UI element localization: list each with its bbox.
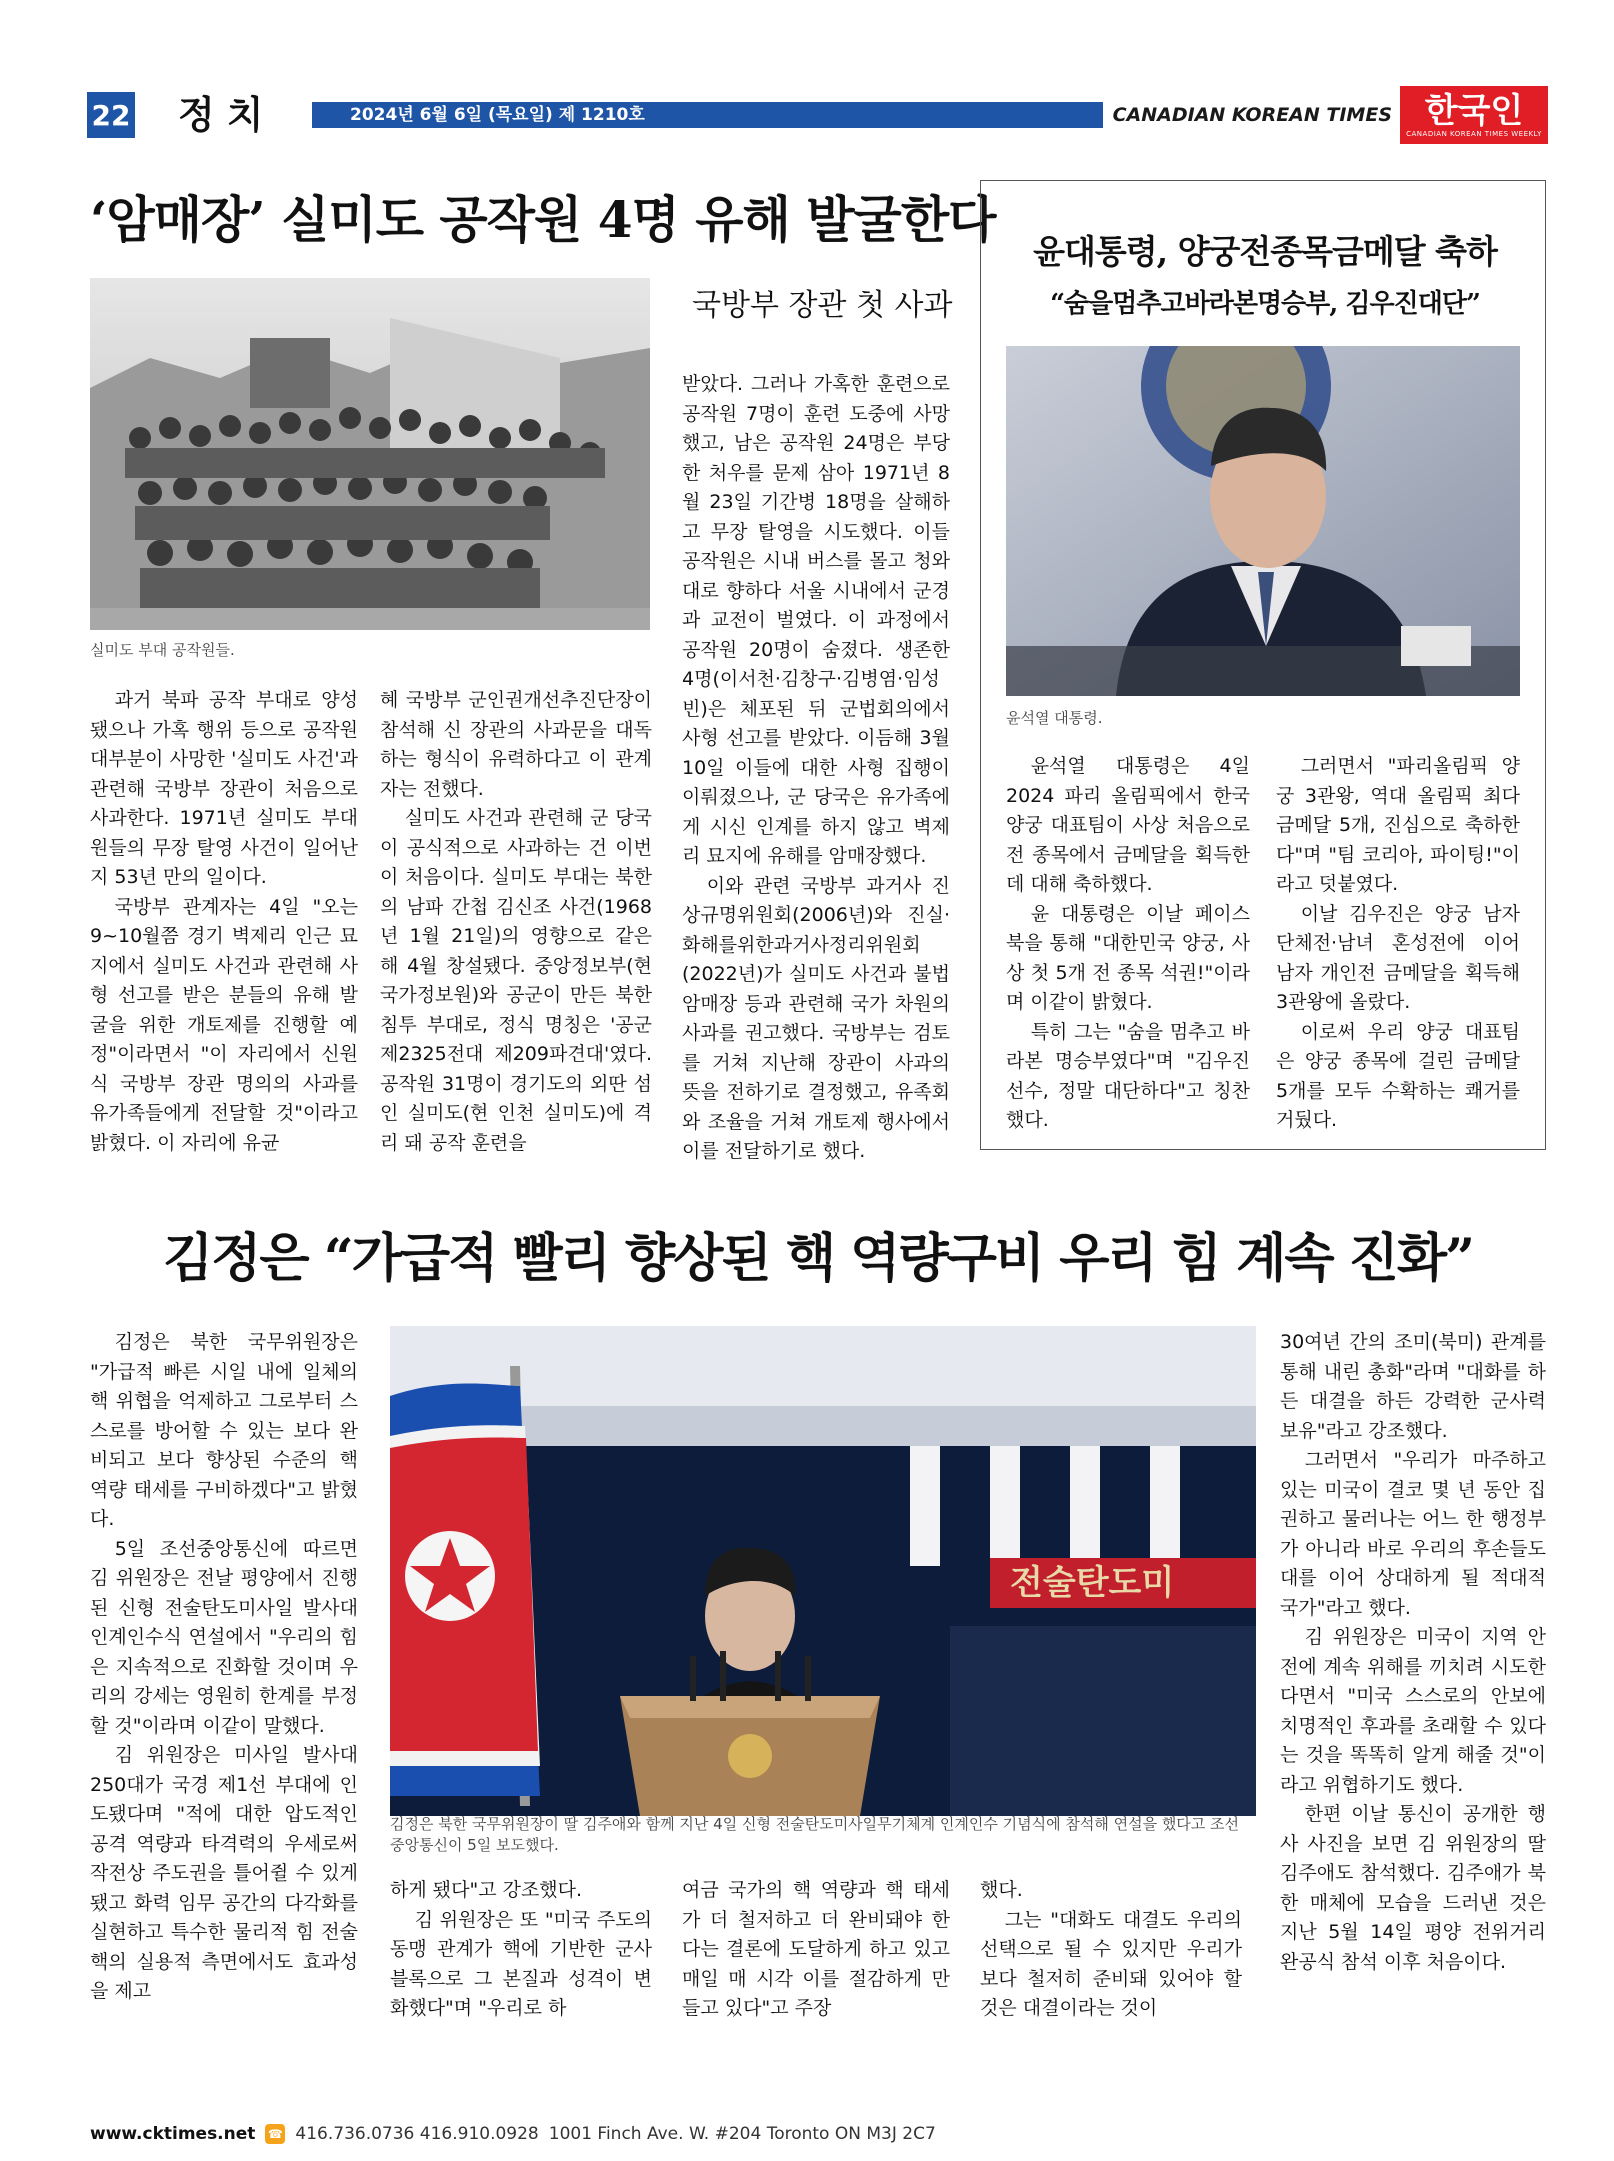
paragraph: 그러면서 "우리가 마주하고 있는 미국이 결코 몇 년 동안 집권하고 물러나는 어느 한 행정부가 아니라 바로 우리의 후손들도 대를 이어 상대하게 될 적대적 국가"라고 했다. xyxy=(1280,1449,1546,1619)
article1-column-1 xyxy=(90,686,358,1158)
president-photo xyxy=(1006,346,1520,696)
article1-photo-caption: 실미도 부대 공작원들. xyxy=(90,641,235,659)
paragraph: 했다. xyxy=(980,1879,1023,1901)
page-number: 22 xyxy=(87,92,135,138)
paragraph: 국방부 관계자는 4일 "오는 9~10월쯤 경기 벽제리 인근 묘지에서 실미도 사건과 관련해 사형 선고를 받은 분들의 유해 발굴을 위한 개토제를 진행할 예정"이라면서 "이 자리에서 신원식 국방부 장관 명의의 사과를 유가족들에게 전달할 것"이라고 밝혔다. 이 자리에 유균 xyxy=(90,895,358,1154)
paragraph: 실미도 사건과 관련해 군 당국이 공식적으로 사과하는 건 이번이 처음이다. 실미도 부대는 북한의 남파 간첩 김신조 사건(1968년 1월 21일)의 영향으로 같은 해 4월 창설됐다. 중앙정보부(현 국가정보원)와 공군이 만든 북한 침투 부대로, 정식 명칭은 '공군 제2325전대 제209파견대'였다. 공작원 31명이 경기도의 외딴 섬인 실미도(현 인천 실미도)에 격리 돼 공작 훈련을 xyxy=(380,807,652,1154)
paragraph: 이로써 우리 양궁 대표팀은 양궁 종목에 걸린 금메달 5개를 모두 수확하는 쾌거를 거뒀다. xyxy=(1276,1020,1520,1131)
article1-headline: ‘암매장’ 실미도 공작원 4명 유해 발굴한다 xyxy=(90,190,996,249)
paragraph: 이와 관련 국방부 과거사 진상규명위원회(2006년)와 진실·화해를위한과거사정리위원회(2022년)가 실미도 사건과 불법 암매장 등과 관련해 국가 차원의 사과를 권고했다. 국방부는 검토를 거쳐 지난해 장관이 사과의 뜻을 전하기로 결정했고, 유족회와 조율을 거쳐 개토제 행사에서 이를 전달하기로 했다. xyxy=(682,874,950,1162)
kim-jong-un-speech-photo xyxy=(390,1326,1256,1816)
paragraph: 그러면서 "파리올림픽 양궁 3관왕, 역대 올림픽 최다 금메달 5개, 진심으로 축하한다"며 "팀 코리아, 파이팅!"이라고 덧붙였다. xyxy=(1276,755,1520,895)
publication-name: CANADIAN KOREAN TIMES xyxy=(1103,102,1402,128)
article3-column-1 xyxy=(90,1328,358,2007)
paragraph: 한편 이날 통신이 공개한 행사 사진을 보면 김 위원장의 딸 김주애도 참석했다. 김주애가 북한 매체에 모습을 드러낸 것은 지난 5월 14일 평양 전위거리 완공식 참석 이후 처음이다. xyxy=(1280,1803,1546,1973)
article1-column-3 xyxy=(682,370,950,1167)
article3-column-3 xyxy=(682,1876,950,2024)
paragraph: 혜 국방부 군인권개선추진단장이 참석해 신 장관의 사과문을 대독하는 형식이 유력하다고 이 관계자는 전했다. xyxy=(380,689,652,800)
paragraph: 5일 조선중앙통신에 따르면 김 위원장은 전날 평양에서 진행된 신형 전술탄도미사일 발사대 인계인수식 연설에서 "우리의 힘은 지속적으로 진화할 것이며 우리의 강세는 영원히 한계를 부정할 것"이라며 이같이 말했다. xyxy=(90,1537,358,1737)
article2-column-2 xyxy=(1276,752,1520,1136)
photo-banner-text: 전술탄도미 xyxy=(1010,1563,1175,1603)
section-title: 정치 xyxy=(178,93,276,137)
silmido-group-photo xyxy=(90,278,650,630)
paragraph: 그는 "대화도 대결도 우리의 선택으로 될 수 있지만 우리가 보다 철저히 준비돼 있어야 할 것은 대결이라는 것이 xyxy=(980,1908,1242,2019)
paragraph: 여금 국가의 핵 역량과 핵 태세가 더 철저하고 더 완비돼야 한다는 결론에 도달하게 하고 있고 매일 매 시각 이를 절감하게 만들고 있다"고 주장 xyxy=(682,1879,950,2019)
phone-numbers: 416.736.0736 416.910.0928 xyxy=(295,2124,539,2144)
article3-column-4 xyxy=(980,1876,1242,2024)
paragraph: 윤 대통령은 이날 페이스북을 통해 "대한민국 양궁, 사상 첫 5개 전 종목 석권!"이라며 이같이 밝혔다. xyxy=(1006,902,1250,1013)
article3-column-2 xyxy=(390,1876,652,2024)
phone-icon: ☎ xyxy=(265,2124,285,2144)
article1-subheadline: 국방부 장관 첫 사과 xyxy=(692,288,953,323)
address: 1001 Finch Ave. W. #204 Toronto ON M3J 2C7 xyxy=(548,2124,936,2144)
article2-photo-caption: 윤석열 대통령. xyxy=(1006,709,1103,727)
paragraph: 특히 그는 "숨을 멈추고 바라본 명승부였다"며 "김우진 선수, 정말 대단하다"고 칭찬했다. xyxy=(1006,1020,1250,1131)
paragraph: 윤석열 대통령은 4일 2024 파리 올림픽에서 한국 양궁 대표팀이 사상 처음으로 전 종목에서 금메달을 획득한 데 대해 축하했다. xyxy=(1006,755,1250,895)
paragraph: 받았다. 그러나 가혹한 훈련으로 공작원 7명이 훈련 도중에 사망했고, 남은 공작원 24명은 부당한 처우를 문제 삼아 1971년 8월 23일 기간병 18명을 살해하고 무장 탈영을 시도했다. 이들 공작원은 시내 버스를 몰고 청와대로 향하다 서울 시내에서 군경과 교전이 벌였다. 이 과정에서 공작원 20명이 숨졌다. 생존한 4명(이서천·김창구·김병염·임성빈)은 체포된 뒤 군법회의에서 사형 선고를 받았다. 이듬해 3월 10일 이들에 대한 사형 집행이 이뤄졌으나, 군 당국은 유가족에게 시신 인계를 하지 않고 벽제리 묘지에 유해를 암매장했다. xyxy=(682,373,950,867)
paragraph: 김 위원장은 미사일 발사대 250대가 국경 제1선 부대에 인도됐다며 "적에 대한 압도적인 공격 역량과 타격력의 우세로써 작전상 주도권을 틀어쥘 수 있게 됐고 화력 임무 공간의 다각화를 실현하고 특수한 물리적 힘 전술핵의 실용적 측면에서도 효과성을 제고 xyxy=(90,1744,358,2002)
article2-subheadline: “숨을멈추고바라본명승부, 김우진대단” xyxy=(1050,289,1480,319)
paragraph: 김 위원장은 미국이 지역 안전에 계속 위해를 끼치려 시도한다면서 "미국 스스로의 안보에 치명적인 후과를 초래할 수 있다는 것을 똑똑히 알게 해줄 것"이라고 위협하기도 했다. xyxy=(1280,1626,1546,1796)
article3-column-5 xyxy=(1280,1328,1546,1977)
paragraph: 30여년 간의 조미(북미) 관계를 통해 내린 총화"라며 "대화를 하든 대결을 하든 강력한 군사력 보유"라고 강조했다. xyxy=(1280,1331,1546,1442)
paragraph: 김 위원장은 또 "미국 주도의 동맹 관계가 핵에 기반한 군사 블록으로 그 본질과 성격이 변화했다"며 "우리로 하 xyxy=(390,1908,652,2019)
article3-photo-caption: 김정은 북한 국무위원장이 딸 김주애와 함께 지난 4일 신형 전술탄도미사일무기체계 인계인수 기념식에 참석해 연설을 했다고 조선중앙통신이 5일 보도했다. xyxy=(390,1815,1240,1854)
paragraph: 이날 김우진은 양궁 남자 단체전·남녀 혼성전에 이어 남자 개인전 금메달을 획득해 3관왕에 올랐다. xyxy=(1276,902,1520,1013)
article3-headline: 김정은 “가급적 빨리 향상된 핵 역량구비 우리 힘 계속 진화” xyxy=(162,1228,1474,1289)
paragraph: 하게 됐다"고 강조했다. xyxy=(390,1879,583,1901)
article2-column-1 xyxy=(1006,752,1250,1136)
logo-subtext: CANADIAN KOREAN TIMES WEEKLY xyxy=(1406,130,1542,138)
article1-column-2 xyxy=(380,686,652,1158)
paragraph: 김정은 북한 국무위원장은 "가급적 빠른 시일 내에 일체의 핵 위협을 억제하고 그로부터 스스로를 방어할 수 있는 보다 완비되고 보다 향상된 수준의 핵 역량 태세를 구비하겠다"고 밝혔다. xyxy=(90,1331,358,1530)
issue-info: 2024년 6월 6일 (목요일) 제 1210호 xyxy=(350,105,645,125)
footer xyxy=(90,2124,936,2144)
logo-text: 한국인 xyxy=(1424,91,1524,131)
article2-headline: 윤대통령, 양궁전종목금메달 축하 xyxy=(1033,232,1497,271)
publication-logo[interactable] xyxy=(1400,86,1548,144)
paragraph: 과거 북파 공작 부대로 양성됐으나 가혹 행위 등으로 공작원 대부분이 사망한 '실미도 사건'과 관련해 국방부 장관이 처음으로 사과한다. 1971년 실미도 부대원들의 무장 탈영 사건이 일어난지 53년 만의 일이다. xyxy=(90,689,358,888)
website-link[interactable]: www.cktimes.net xyxy=(90,2124,256,2144)
